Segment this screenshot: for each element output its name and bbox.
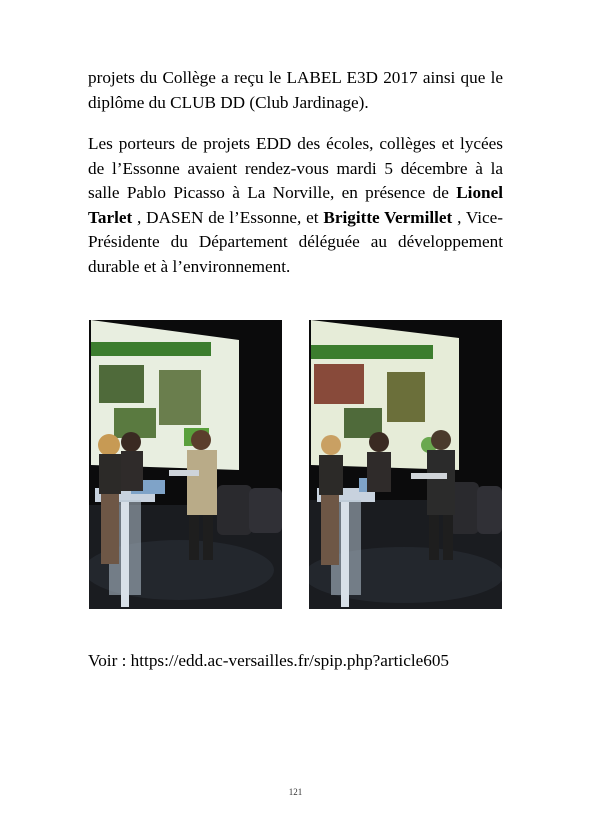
link-prefix: Voir : — [88, 651, 131, 670]
reference-link-line — [88, 649, 449, 673]
page-number: 121 — [288, 787, 303, 797]
paragraph-label-e3d: projets du Collège a reçu le LABEL E3D 2017 ainsi que le diplôme du CLUB DD (Club Jardinage). — [88, 68, 503, 112]
person-name-brigitte-vermillet: Brigitte Vermillet — [323, 207, 453, 227]
paragraph-text-part2: , DASEN de l’Essonne, et — [132, 207, 324, 227]
article-link[interactable]: https://edd.ac-versailles.fr/spip.php?article605 — [130, 651, 450, 670]
paragraph-text-part3: , Vice-Présidente du Département déléguée au développement durable et à l’environnement. — [88, 207, 503, 276]
paragraph-text-part1: Les porteurs de projets EDD des écoles, collèges et lycées de l’Essonne avaient rendez-vous mardi 5 décembre à la salle Pablo Picasso à La Norville, en présence de — [88, 134, 503, 203]
paragraph-event-description — [88, 132, 503, 280]
event-photo-right — [309, 320, 502, 609]
event-photo-left — [89, 320, 282, 609]
person-name-lionel-tarlet: Lionel Tarlet — [88, 183, 503, 227]
